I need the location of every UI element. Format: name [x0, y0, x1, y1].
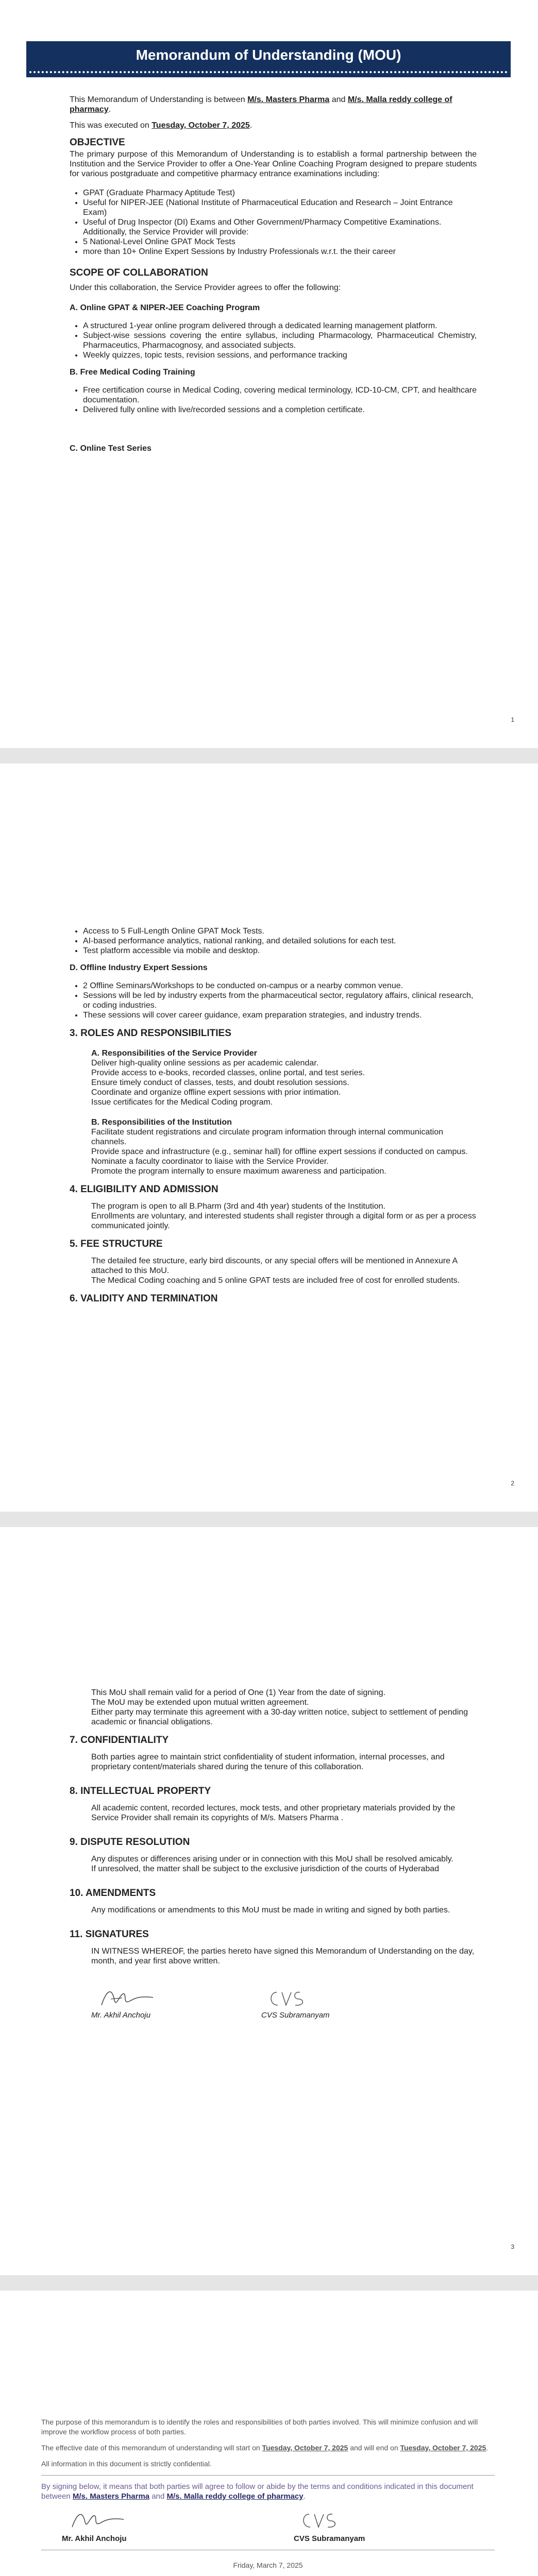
agreement-text	[41, 2482, 495, 2501]
agree-suffix: .	[303, 2492, 306, 2501]
eligibility-block	[70, 1201, 477, 1231]
ip-text: All academic content, recorded lectures, mock tests, and other proprietary materials provided by the Service Provider shall remain its copyrights of M/s. Matsers Pharma .	[91, 1804, 456, 1822]
fee-line: The detailed fee structure, early bird discounts, or any special offers will be mentioned in Annexure A attached to this MoU.	[91, 1257, 458, 1275]
scope-a-heading: A. Online GPAT & NIPER-JEE Coaching Program	[70, 303, 260, 312]
signatures-block	[70, 1946, 477, 2020]
validity-line: This MoU shall remain valid for a period of One (1) Year from the date of signing.	[91, 1688, 385, 1697]
effective-date-text	[41, 2443, 495, 2453]
list-item: • GPAT (Graduate Pharmacy Aptitude Test)	[83, 188, 477, 198]
effective-mid: and will end on	[348, 2444, 400, 2452]
amendments-block	[70, 1905, 477, 1915]
page-4-content	[41, 2417, 495, 2576]
signature-image-1	[91, 1985, 174, 2010]
signature-block-2	[261, 1985, 416, 2020]
fee-line: The Medical Coding coaching and 5 online GPAT tests are included free of cost for enrolled students.	[91, 1276, 460, 1285]
dispute-block	[70, 1854, 477, 1874]
objective-text: The primary purpose of this Memorandum of Understanding is to establish a formal partnership between the Institution and the Service Provider to offer a One-Year Online Coaching Program designed to prepare students for various postgraduate and competitive pharmacy entrance examinations including:	[70, 150, 477, 178]
intro-suffix: .	[108, 105, 111, 114]
list-item: • These sessions will cover career guidance, exam preparation strategies, and industry trends.	[83, 1010, 477, 1020]
agree-party2: M/s. Malla reddy college of pharmacy	[166, 2492, 304, 2501]
agree-and: and	[149, 2492, 167, 2501]
list-item: • A structured 1-year online program delivered through a dedicated learning management platform.	[83, 321, 477, 331]
roles-a-line: Coordinate and organize offline expert sessions with prior intimation.	[91, 1088, 341, 1097]
ip-heading: 8. INTELLECTUAL PROPERTY	[70, 1786, 211, 1797]
eligibility-line: Enrollments are voluntary, and interested students shall register through a digital form or as per a process communicated jointly.	[91, 1212, 476, 1230]
roles-b-block	[70, 1117, 477, 1176]
list-item: • Free certification course in Medical Coding, covering medical terminology, ICD-10-CM, CPT, and healthcare documentation.	[83, 385, 477, 405]
summary-signature-2	[216, 2507, 448, 2544]
signature-image-2	[294, 2507, 376, 2531]
end-date: Tuesday, October 7, 2025	[400, 2444, 486, 2452]
roles-b-heading: B. Responsibilities of the Institution	[91, 1118, 232, 1127]
scope-d-list	[70, 981, 477, 1020]
roles-a-heading: A. Responsibilities of the Service Provider	[91, 1049, 257, 1058]
agree-party1: M/s. Masters Pharma	[72, 2492, 150, 2501]
intro-paragraph	[70, 95, 477, 114]
page-4	[0, 2291, 538, 2576]
start-date: Tuesday, October 7, 2025	[262, 2444, 348, 2452]
scope-c-list	[70, 926, 477, 956]
list-item: • Subject-wise sessions covering the entire syllabus, including Pharmacology, Pharmaceutical Chemistry, Pharmaceutics, Pharmacognosy, and associated subjects.	[83, 331, 477, 350]
list-item: • Test platform accessible via mobile and desktop.	[83, 946, 477, 956]
executed-date: Tuesday, October 7, 2025	[152, 121, 250, 130]
fee-heading: 5. FEE STRUCTURE	[70, 1239, 163, 1249]
list-item: • 5 National-Level Online GPAT Mock Tests	[83, 237, 477, 247]
roles-a-line: Deliver high-quality online sessions as per academic calendar.	[91, 1059, 319, 1067]
summary-signature-row	[41, 2507, 495, 2544]
confidentiality-text: Both parties agree to maintain strict confidentiality of student information, internal processes, and proprietary content/materials shared during the tenure of this collaboration.	[91, 1753, 445, 1771]
list-item: • Access to 5 Full-Length Online GPAT Mock Tests.	[83, 926, 477, 936]
executed-prefix: This was executed on	[70, 121, 152, 130]
validity-line: The MoU may be extended upon mutual written agreement.	[91, 1698, 309, 1707]
objective-list	[70, 188, 477, 257]
dispute-line: Any disputes or differences arising under or in connection with this MoU shall be resolved amicably.	[91, 1855, 453, 1863]
executed-suffix: .	[249, 121, 253, 130]
validity-line: Either party may terminate this agreement with a 30-day written notice, subject to settlement of pending academic or financial obligations.	[91, 1708, 468, 1726]
signature-image-2	[261, 1985, 344, 2010]
list-item: • AI-based performance analytics, national ranking, and detailed solutions for each test.	[83, 936, 477, 946]
validity-heading: 6. VALIDITY AND TERMINATION	[70, 1293, 218, 1304]
page-number: 2	[511, 1480, 514, 1487]
fee-block	[70, 1256, 477, 1285]
title-banner	[26, 41, 511, 77]
scope-b-list	[70, 385, 477, 415]
effective-suffix: .	[486, 2444, 489, 2452]
roles-a-line: Issue certificates for the Medical Coding program.	[91, 1098, 273, 1107]
roles-a-line: Ensure timely conduct of classes, tests, and doubt resolution sessions.	[91, 1078, 349, 1087]
eligibility-line: The program is open to all B.Pharm (3rd and 4th year) students of the Institution.	[91, 1202, 385, 1211]
list-item: • Useful of Drug Inspector (DI) Exams and Other Government/Pharmacy Competitive Examinations. Additionally, the Service Provider will provide:	[83, 217, 477, 237]
roles-heading: 3. ROLES AND RESPONSIBILITIES	[70, 1028, 231, 1039]
dotted-divider	[29, 71, 508, 73]
summary-signature-1	[41, 2507, 216, 2544]
page-3	[0, 1527, 538, 2275]
signatures-text: IN WITNESS WHEREOF, the parties hereto have signed this Memorandum of Understanding on the day, month, and year first above written.	[91, 1947, 475, 1965]
roles-b-line: Provide space and infrastructure (e.g., seminar hall) for offline expert sessions if conducted on campus.	[91, 1147, 468, 1156]
party1-name: M/s. Masters Pharma	[247, 95, 330, 104]
scope-c-heading: C. Online Test Series	[70, 444, 152, 453]
signatory-name-2: CVS Subramanyam	[261, 2011, 330, 2020]
list-item: • Useful for NIPER-JEE (National Institute of Pharmaceutical Education and Research – Joint Entrance Exam)	[83, 198, 477, 217]
purpose-text: The purpose of this memorandum is to identify the roles and responsibilities of both parties involved. This will minimize confusion and will improve the workflow process of both parties.	[41, 2418, 478, 2436]
roles-b-line: Facilitate student registrations and circulate program information through internal communication channels.	[91, 1128, 444, 1146]
roles-a-line: Provide access to e-books, recorded classes, online portal, and test series.	[91, 1069, 365, 1077]
page-1-content	[70, 95, 477, 459]
confidential-text: All information in this document is strictly confidential.	[41, 2460, 212, 2468]
list-item: • Delivered fully online with live/recorded sessions and a completion certificate.	[83, 405, 477, 415]
document-title: Memorandum of Understanding (MOU)	[136, 47, 401, 63]
signature-block-1	[91, 1985, 246, 2020]
page-3-content	[70, 1688, 477, 2020]
ip-block	[70, 1803, 477, 1823]
summary-signatory-1: Mr. Akhil Anchoju	[62, 2534, 127, 2543]
dispute-heading: 9. DISPUTE RESOLUTION	[70, 1837, 190, 1848]
intro-prefix: This Memorandum of Understanding is between	[70, 95, 248, 104]
roles-b-line: Promote the program internally to ensure maximum awareness and participation.	[91, 1167, 386, 1176]
validity-block	[70, 1688, 477, 1727]
scope-heading: SCOPE OF COLLABORATION	[70, 267, 208, 278]
objective-heading: OBJECTIVE	[70, 137, 125, 148]
scope-a-list	[70, 321, 477, 360]
confidentiality-heading: 7. CONFIDENTIALITY	[70, 1735, 169, 1745]
signatory-name-1: Mr. Akhil Anchoju	[91, 2011, 151, 2020]
list-item: • 2 Offline Seminars/Workshops to be conducted on-campus or a nearby common venue.	[83, 981, 477, 991]
page-2-content	[70, 926, 477, 1309]
list-item: • Weekly quizzes, topic tests, revision sessions, and performance tracking	[83, 350, 477, 360]
intro-and: and	[329, 95, 348, 104]
scope-d-heading: D. Offline Industry Expert Sessions	[70, 963, 208, 972]
amendments-text: Any modifications or amendments to this MoU must be made in writing and signed by both parties.	[91, 1906, 450, 1914]
list-item: • Sessions will be led by industry experts from the pharmaceutical sector, regulatory affairs, clinical research, or coding industries.	[83, 991, 477, 1010]
roles-a-block	[70, 1048, 477, 1107]
effective-prefix: The effective date of this memorandum of understanding will start on	[41, 2444, 262, 2452]
amendments-heading: 10. AMENDMENTS	[70, 1888, 156, 1899]
page-1	[0, 0, 538, 748]
party2-name: M/s. Malla reddy college of pharmacy	[70, 95, 452, 114]
signatures-heading: 11. SIGNATURES	[70, 1929, 149, 1940]
page-number: 3	[511, 2243, 514, 2250]
list-item: • more than 10+ Online Expert Sessions by Industry Professionals w.r.t. the their career	[83, 247, 477, 257]
roles-b-line: Nominate a faculty coordinator to liaise with the Service Provider.	[91, 1157, 329, 1166]
signature-row	[91, 1985, 477, 2020]
eligibility-heading: 4. ELIGIBILITY AND ADMISSION	[70, 1184, 218, 1195]
agree-prefix: By signing below, it means that both parties will agree to follow or abide by the terms and conditions indicated in this document between	[41, 2482, 474, 2501]
confidentiality-block	[70, 1752, 477, 1772]
page-number: 1	[511, 716, 514, 723]
scope-text: Under this collaboration, the Service Provider agrees to offer the following:	[70, 283, 341, 292]
dispute-line: If unresolved, the matter shall be subject to the exclusive jurisdiction of the courts of Hyderabad	[91, 1865, 440, 1873]
signature-image-1	[62, 2507, 144, 2531]
scope-b-heading: B. Free Medical Coding Training	[70, 368, 195, 377]
summary-date: Friday, March 7, 2025	[233, 2561, 303, 2569]
divider	[41, 2475, 495, 2476]
executed-paragraph	[70, 121, 477, 130]
page-2	[0, 764, 538, 1512]
summary-signatory-2: CVS Subramanyam	[294, 2534, 365, 2543]
